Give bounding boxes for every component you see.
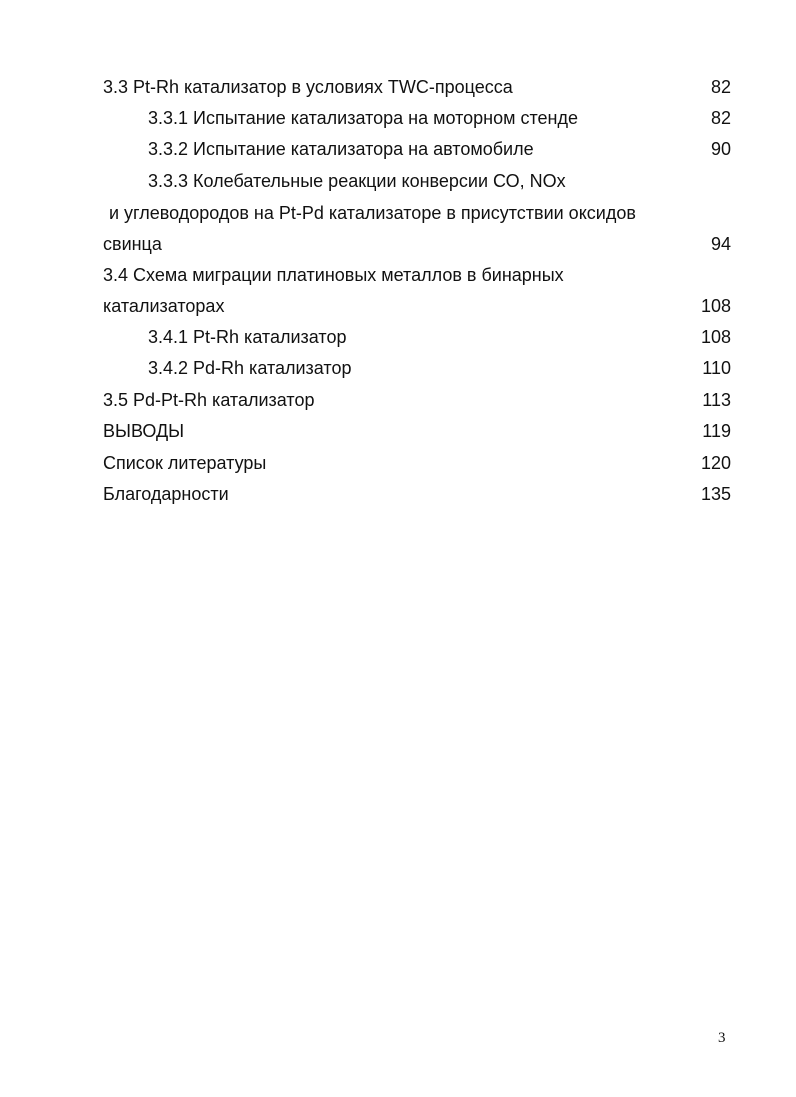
toc-page-3-3-1: 82 bbox=[710, 108, 731, 128]
toc-entry-conclusions: ВЫВОДЫ bbox=[103, 421, 185, 441]
toc-entry-acknowledgements: Благодарности bbox=[103, 484, 229, 504]
toc-entry-3-3-1: 3.3.1 Испытание катализатора на моторном стенде bbox=[148, 108, 578, 128]
toc-page-3-3-3: 94 bbox=[710, 234, 731, 254]
toc-entry-3-4: 3.4 Схема миграции платиновых металлов в бинарных bbox=[103, 265, 564, 285]
toc-page-3-4-2: 110 bbox=[702, 358, 731, 378]
toc-page-3-3: 82 bbox=[710, 77, 731, 97]
toc-entry-3-3: 3.3 Pt-Rh катализатор в условиях TWC-процесса bbox=[103, 77, 513, 97]
page-number: 3 bbox=[718, 1030, 726, 1046]
toc-page-3-4-1: 108 bbox=[700, 327, 731, 347]
toc-entry-3-5: 3.5 Pd-Pt-Rh катализатор bbox=[103, 390, 315, 410]
toc-page-3-4: 108 bbox=[700, 296, 731, 316]
toc-entry-3-4-2: 3.4.2 Pd-Rh катализатор bbox=[148, 358, 352, 378]
toc-page-3-5: 113 bbox=[702, 390, 731, 410]
toc-entry-3-3-2: 3.3.2 Испытание катализатора на автомобиле bbox=[148, 139, 534, 159]
toc-entry-3-4-1: 3.4.1 Pt-Rh катализатор bbox=[148, 327, 347, 347]
toc-entry-3-3-3-end: свинца bbox=[103, 234, 162, 254]
toc-entry-references: Список литературы bbox=[103, 453, 267, 473]
toc-entry-3-3-3: 3.3.3 Колебательные реакции конверсии СО, NOx bbox=[148, 171, 566, 191]
toc-entry-3-4-cont: катализаторах bbox=[103, 296, 225, 316]
toc-page-references: 120 bbox=[700, 453, 731, 473]
toc-page-3-3-2: 90 bbox=[710, 139, 731, 159]
toc-page-acknowledgements: 135 bbox=[700, 484, 731, 504]
toc-page-conclusions: 119 bbox=[702, 421, 731, 441]
toc-entry-3-3-3-cont: и углеводородов на Pt-Pd катализаторе в присутствии оксидов bbox=[109, 203, 636, 223]
